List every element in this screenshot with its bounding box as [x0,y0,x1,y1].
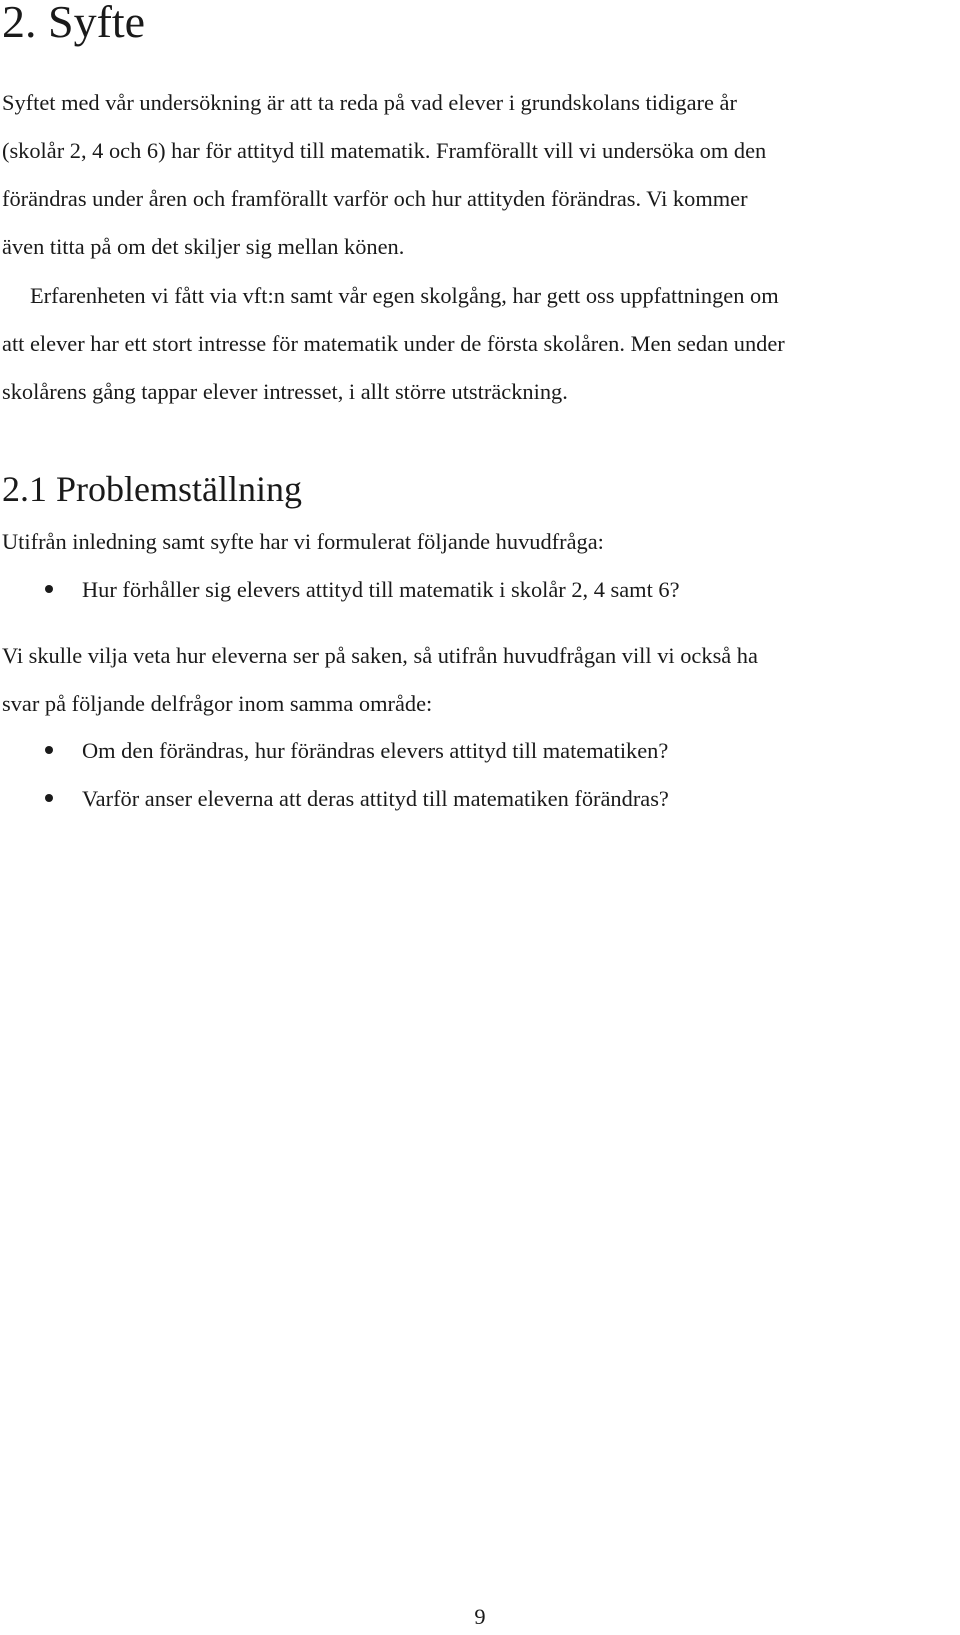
section-heading: 2. Syfte [2,0,146,47]
bullet-icon [45,746,53,754]
experience-line: att elever har ett stort intresse för matematik under de första skolåren. Men sedan under [2,331,785,356]
list-item [0,775,955,823]
paragraph-line: Vi skulle vilja veta hur eleverna ser på saken, så utifrån huvudfrågan vill vi också ha [2,643,758,668]
purpose-line: (skolår 2, 4 och 6) har för attityd till matematik. Framförallt vill vi undersöka om den [2,138,767,163]
sub-question-text: Om den förändras, hur förändras elevers attityd till matematiken? [82,738,669,763]
purpose-line: förändras under åren och framförallt varför och hur attityden förändras. Vi kommer [2,186,748,211]
subsection-heading: 2.1 Problemställning [2,469,302,509]
sub-question-text: Varför anser eleverna att deras attityd till matematiken förändras? [82,786,669,811]
purpose-line: även titta på om det skiljer sig mellan könen. [2,234,405,259]
purpose-paragraph [2,79,957,271]
experience-paragraph [2,272,957,416]
bullet-icon [45,794,53,802]
sub-questions-paragraph [2,632,957,728]
list-item [0,566,955,614]
sub-questions-list [0,727,955,823]
main-question-list [0,566,955,614]
experience-line: Erfarenheten vi fått via vft:n samt vår egen skolgång, har gett oss uppfattningen om [30,283,779,308]
list-item [0,727,955,775]
page-number: 9 [474,1604,486,1629]
main-question-intro [2,518,957,566]
paragraph-line: svar på följande delfrågor inom samma område: [2,691,433,716]
bullet-icon [45,585,53,593]
purpose-line: Syftet med vår undersökning är att ta reda på vad elever i grundskolans tidigare år [2,90,737,115]
intro-line: Utifrån inledning samt syfte har vi formulerat följande huvudfråga: [2,529,604,554]
main-question-text: Hur förhåller sig elevers attityd till matematik i skolår 2, 4 samt 6? [82,577,680,602]
experience-line: skolårens gång tappar elever intresset, i allt större utsträckning. [2,379,568,404]
